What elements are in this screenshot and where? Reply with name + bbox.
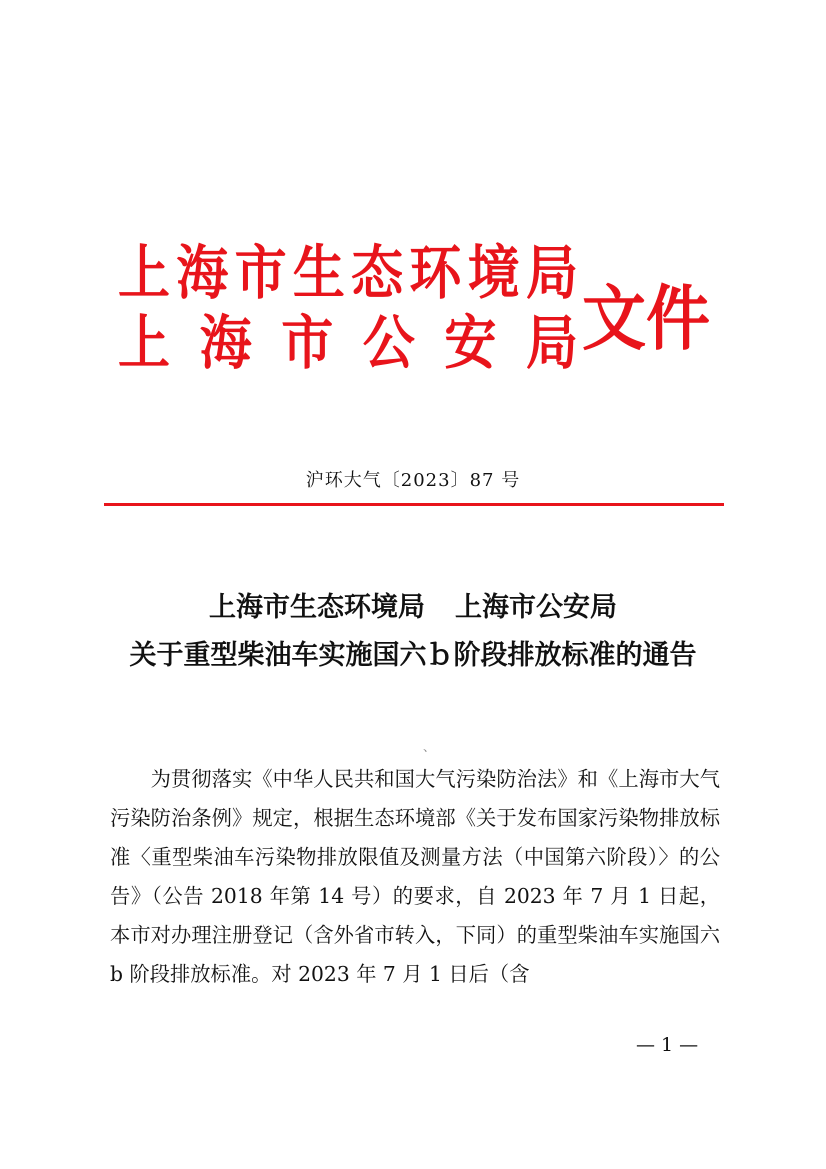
file-word-heading: 文件 <box>582 279 710 361</box>
page-number: — 1 — <box>636 1034 699 1056</box>
title-issuer-environment: 上海市生态环境局 <box>209 592 425 623</box>
issuer-line-environment-bureau: 上 海 市 生 态 环 境 局 <box>118 240 578 308</box>
document-title <box>0 584 826 680</box>
title-issuer-police: 上海市公安局 <box>455 592 617 623</box>
red-header-issuers <box>118 238 578 378</box>
red-divider-line <box>104 503 724 506</box>
stray-mark: 、 <box>423 740 436 754</box>
issuer-line-public-security-bureau: 上 海 市 公 安 局 <box>118 310 578 378</box>
title-subject-line: 关于重型柴油车实施国六ｂ阶段排放标准的通告 <box>129 640 697 671</box>
body-paragraph: 为贯彻落实《中华人民共和国大气污染防治法》和《上海市大气污染防治条例》规定，根据生态环境部《关于发布国家污染物排放标准〈重型柴油车污染物排放限值及测量方法（中国第六阶段）〉的公告》（公告 2018 年第 14 号）的要求，自 2023 年 7 月 1 日起，本市对办理注册登记（含外省市转入，下同）的重型柴油车实施国六 b 阶段排放标准。对 2023 年 7 月 1 日后（含 <box>110 767 720 986</box>
title-issuers-line <box>0 584 826 632</box>
document-number: 沪环大气〔2023〕87 号 <box>305 470 521 491</box>
